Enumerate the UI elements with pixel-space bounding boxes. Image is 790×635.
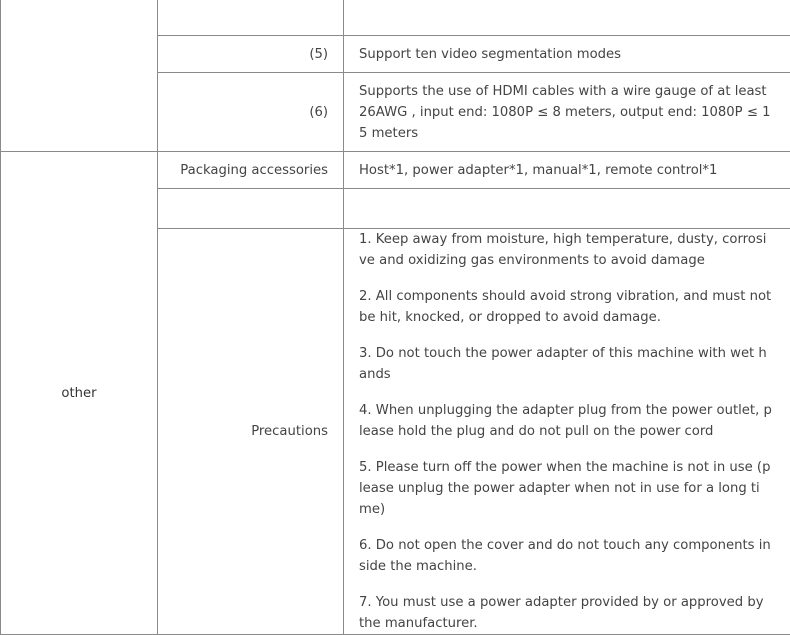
precaution-item: 4. When unplugging the adapter plug from the power outlet, please hold the plug and do not pull on the power cord [359,400,772,442]
precautions-label: Precautions [158,229,344,635]
value-cell-empty [344,0,790,36]
group-cell-previous [1,0,158,152]
item-5-label: (5) [158,36,344,73]
item-5-value: Support ten video segmentation modes [344,36,790,73]
precaution-item: 5. Please turn off the power when the machine is not in use (please unplug the power adapter when not in use for a long time) [359,457,772,520]
precaution-item: 6. Do not open the cover and do not touch any components inside the machine. [359,535,772,577]
table-row-packaging [1,152,790,189]
precaution-item: 3. Do not touch the power adapter of this machine with wet hands [359,343,772,385]
group-label-other: other [1,152,158,635]
item-6-value: Supports the use of HDMI cables with a wire gauge of at least 26AWG , input end: 1080P ≤ 8 meters, output end: 1080P ≤ 15 meters [344,73,790,152]
packaging-value: Host*1, power adapter*1, manual*1, remote control*1 [344,152,790,189]
label-cell-blank [158,189,344,229]
label-cell-empty [158,0,344,36]
precaution-item: 2. All components should avoid strong vibration, and must not be hit, knocked, or dropped to avoid damage. [359,286,772,328]
item-6-label: (6) [158,73,344,152]
precaution-item: 1. Keep away from moisture, high temperature, dusty, corrosive and oxidizing gas environments to avoid damage [359,229,772,271]
precautions-list [344,229,790,635]
packaging-label: Packaging accessories [158,152,344,189]
table-row-top-spacer [1,0,790,36]
value-cell-blank [344,189,790,229]
precaution-item: 7. You must use a power adapter provided by or approved by the manufacturer. [359,592,772,634]
